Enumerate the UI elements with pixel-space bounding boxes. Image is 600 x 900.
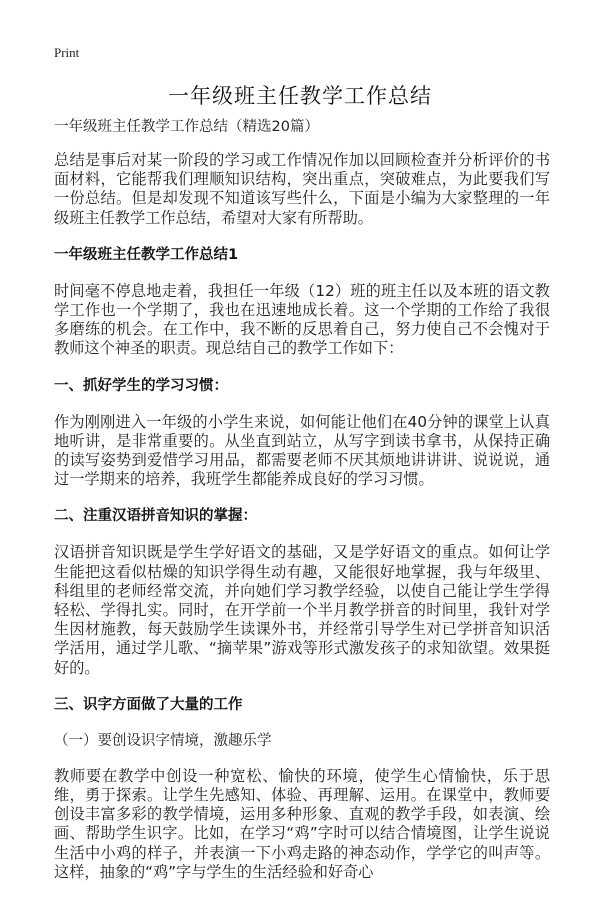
part-1-heading: 一、抓好学生的学习习惯： — [54, 377, 228, 394]
document-body — [54, 118, 550, 900]
part-3-subheading: （一）要创设识字情境，激趣乐学 — [54, 732, 272, 749]
part-3-paragraph: 教师要在教学中创设一种宽松、愉快的环境，使学生心情愉快，乐于思维，勇于探索。让学生先感知、体验、再理解、运用。在课堂中，教师要创设丰富多彩的教学情境，运用多种形象、直观的教学手段，如表演、绘画、帮助学生识字。比如，在学习“鸡”字时可以结合情境图，让学生说说生活中小鸡的样子，并表演一下小鸡走路的神态动作，学学它的叫声等。这样，抽象的“鸡”字与学生的生活经验和好奇心 — [54, 766, 550, 881]
part-2-paragraph: 汉语拼音知识既是学生学好语文的基础，又是学好语文的重点。如何让学生能把这看似枯燥的知识学得生动有趣，又能很好地掌握，我与年级里、科组里的老师经常交流，并向她们学习教学经验，以使自己能让学生学得轻松、学得扎实。同时，在开学前一个半月教学拼音的时间里，我针对学生因材施教，每天鼓励学生读课外书，并经常引导学生对已学拼音知识活学活用，通过学儿歌、“摘苹果”游戏等形式激发孩子的求知欲望。效果挺好的。 — [54, 543, 550, 677]
part-3-heading: 三、识字方面做了大量的工作 — [54, 696, 243, 713]
part-1-paragraph: 作为刚刚进入一年级的小学生来说，如何能让他们在40分钟的课堂上认真地听讲，是非常重要的。从坐直到站立，从写字到读书拿书，从保持正确的读写姿势到爱惜学习用品，都需要老师不厌其烦地讲讲讲、说说说，通过一学期来的培养，我班学生都能养成良好的学习习惯。 — [54, 412, 550, 489]
section-title: 一年级班主任教学工作总结1 — [54, 246, 239, 263]
intro-paragraph: 总结是事后对某一阶段的学习或工作情况作加以回顾检查并分析评价的书面材料，它能帮我们理顺知识结构，突出重点，突破难点，为此要我们写一份总结。但是却发现不知道该写些什么，下面是小编为大家整理的一年级班主任教学工作总结，希望对大家有所帮助。 — [54, 151, 550, 227]
part-2-heading: 二、注重汉语拼音知识的掌握： — [54, 508, 257, 525]
section-intro-paragraph: 时间毫不停息地走着，我担任一年级（12）班的班主任以及本班的语文教学工作也一个学期了，我也在迅速地成长着。这一个学期的工作给了我很多磨练的机会。在工作中，我不断的反思着自己，努力使自己不会愧对于教师这个神圣的职责。现总结自己的教学工作如下： — [54, 281, 550, 358]
document-title: 一年级班主任教学工作总结 — [168, 84, 432, 108]
document-subtitle: 一年级班主任教学工作总结（精选20篇） — [54, 119, 319, 135]
print-label[interactable]: Print — [54, 45, 80, 60]
